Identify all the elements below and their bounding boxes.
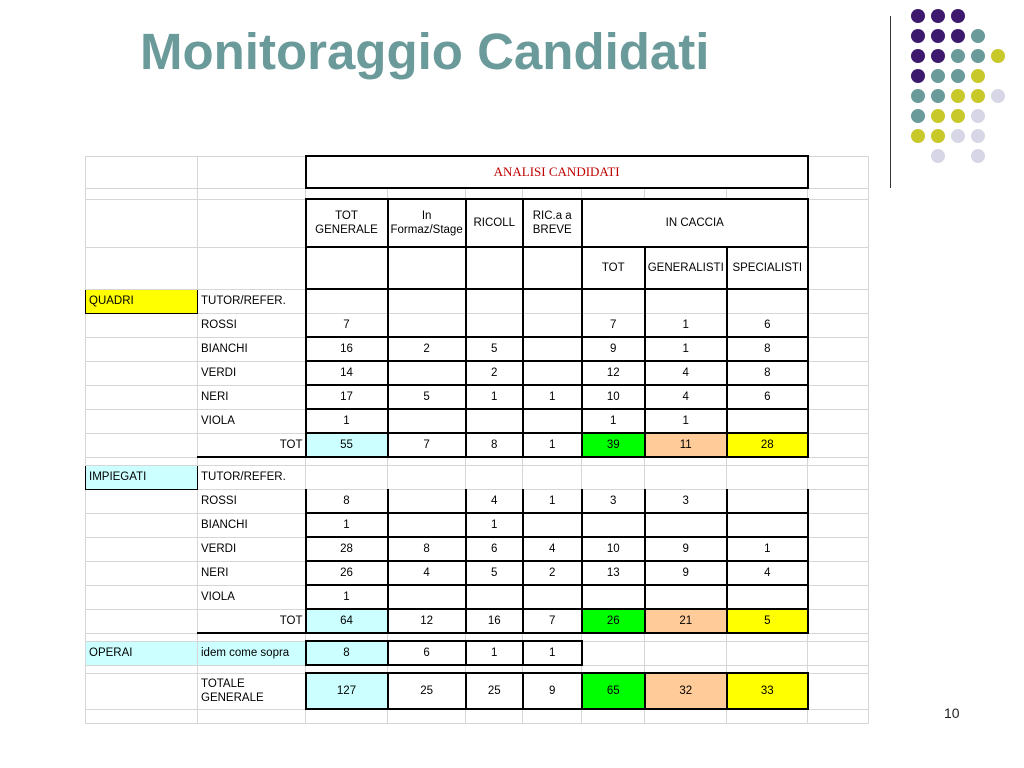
value-cell: 2 <box>466 361 523 385</box>
total-cell: 5 <box>727 609 808 633</box>
grand-total-cell: 127 <box>306 673 388 709</box>
value-cell: 1 <box>645 409 727 433</box>
decorative-dot <box>911 9 925 23</box>
value-cell <box>388 313 466 337</box>
grand-total-cell: 65 <box>582 673 645 709</box>
operai-cell: 1 <box>466 641 523 665</box>
decorative-dot <box>971 109 985 123</box>
total-cell: 55 <box>306 433 388 457</box>
table-row <box>86 337 869 361</box>
value-cell <box>727 409 808 433</box>
value-cell: 8 <box>727 337 808 361</box>
tutor-name: VIOLA <box>198 585 306 609</box>
value-cell <box>388 409 466 433</box>
value-cell <box>466 585 523 609</box>
table-row <box>86 537 869 561</box>
page-title: Monitoraggio Candidati <box>140 23 710 80</box>
value-cell: 1 <box>306 585 388 609</box>
value-cell: 12 <box>582 361 645 385</box>
value-cell <box>523 361 582 385</box>
value-cell: 4 <box>388 561 466 585</box>
operai-cell: 1 <box>523 641 582 665</box>
value-cell <box>523 313 582 337</box>
value-cell: 6 <box>727 385 808 409</box>
value-cell: 4 <box>466 489 523 513</box>
decorative-dot <box>951 109 965 123</box>
section-label-operai: OPERAI <box>86 641 198 665</box>
decorative-dot <box>951 89 965 103</box>
header-tot-generale: TOT GENERALE <box>306 199 388 247</box>
value-cell <box>466 313 523 337</box>
table-row <box>86 513 869 537</box>
total-cell: 8 <box>466 433 523 457</box>
decorative-dot <box>911 49 925 63</box>
value-cell: 1 <box>466 385 523 409</box>
value-cell <box>582 585 645 609</box>
decorative-dot <box>971 149 985 163</box>
value-cell: 16 <box>306 337 388 361</box>
value-cell: 2 <box>523 561 582 585</box>
grand-total-cell: 25 <box>466 673 523 709</box>
value-cell: 28 <box>306 537 388 561</box>
value-cell <box>523 337 582 361</box>
decorative-dot <box>971 29 985 43</box>
total-cell: 7 <box>523 609 582 633</box>
table-row <box>86 409 869 433</box>
value-cell: 1 <box>306 409 388 433</box>
value-cell: 1 <box>466 513 523 537</box>
total-cell: 11 <box>645 433 727 457</box>
decorative-dot <box>931 149 945 163</box>
value-cell <box>523 585 582 609</box>
decorative-dot <box>931 89 945 103</box>
value-cell: 7 <box>306 313 388 337</box>
value-cell: 9 <box>645 561 727 585</box>
value-cell: 14 <box>306 361 388 385</box>
tutor-name: VERDI <box>198 537 306 561</box>
total-cell: 7 <box>388 433 466 457</box>
decorative-dot <box>931 9 945 23</box>
decorative-dot <box>911 29 925 43</box>
decorative-dot <box>911 69 925 83</box>
decorative-dot <box>931 49 945 63</box>
value-cell <box>388 513 466 537</box>
value-cell: 2 <box>388 337 466 361</box>
value-cell: 1 <box>523 385 582 409</box>
value-cell: 7 <box>582 313 645 337</box>
tutor-name: NERI <box>198 385 306 409</box>
operai-cell: 8 <box>306 641 388 665</box>
total-cell: 16 <box>466 609 523 633</box>
decorative-dot <box>971 89 985 103</box>
total-label: TOT <box>198 433 306 457</box>
divider-line <box>890 16 891 188</box>
tutor-name: ROSSI <box>198 489 306 513</box>
value-cell: 4 <box>727 561 808 585</box>
grand-total-cell: 9 <box>523 673 582 709</box>
value-cell <box>388 585 466 609</box>
tutor-name: NERI <box>198 561 306 585</box>
value-cell: 9 <box>582 337 645 361</box>
total-cell: 39 <box>582 433 645 457</box>
value-cell: 8 <box>388 537 466 561</box>
value-cell <box>645 585 727 609</box>
value-cell: 5 <box>466 337 523 361</box>
header-generalisti: GENERALISTI <box>645 247 727 289</box>
decorative-dot <box>991 89 1005 103</box>
section-label-impiegati: IMPIEGATI <box>86 465 198 489</box>
decorative-dot <box>971 69 985 83</box>
value-cell <box>388 489 466 513</box>
value-cell: 10 <box>582 537 645 561</box>
value-cell: 6 <box>466 537 523 561</box>
table-row <box>86 561 869 585</box>
table-row <box>86 313 869 337</box>
decorative-dot <box>951 29 965 43</box>
total-cell: 64 <box>306 609 388 633</box>
value-cell: 1 <box>582 409 645 433</box>
value-cell <box>727 489 808 513</box>
value-cell: 10 <box>582 385 645 409</box>
value-cell <box>645 513 727 537</box>
decorative-dot <box>911 109 925 123</box>
grand-total-cell: 33 <box>727 673 808 709</box>
candidate-analysis-table <box>85 155 869 724</box>
table-row <box>86 489 869 513</box>
value-cell <box>582 513 645 537</box>
value-cell: 3 <box>645 489 727 513</box>
total-cell: 12 <box>388 609 466 633</box>
total-cell: 26 <box>582 609 645 633</box>
header-ricoll: RICOLL <box>466 199 523 247</box>
table-banner: ANALISI CANDIDATI <box>306 156 808 188</box>
value-cell: 1 <box>645 337 727 361</box>
grand-total-cell: 25 <box>388 673 466 709</box>
value-cell: 1 <box>306 513 388 537</box>
header-specialisti: SPECIALISTI <box>727 247 808 289</box>
value-cell: 4 <box>523 537 582 561</box>
value-cell: 8 <box>306 489 388 513</box>
tutor-name: ROSSI <box>198 313 306 337</box>
table-row <box>86 361 869 385</box>
decorative-dot <box>951 9 965 23</box>
value-cell: 8 <box>727 361 808 385</box>
value-cell: 13 <box>582 561 645 585</box>
header-tot: TOT <box>582 247 645 289</box>
tutor-label: TUTOR/REFER. <box>198 465 306 489</box>
tutor-name: VIOLA <box>198 409 306 433</box>
decorative-dot <box>931 109 945 123</box>
value-cell: 26 <box>306 561 388 585</box>
value-cell: 4 <box>645 361 727 385</box>
value-cell: 4 <box>645 385 727 409</box>
header-ric-breve: RIC.a a BREVE <box>523 199 582 247</box>
total-label: TOT <box>198 609 306 633</box>
value-cell: 3 <box>582 489 645 513</box>
table-row <box>86 585 869 609</box>
header-in-formaz: In Formaz/Stage <box>388 199 466 247</box>
table-row <box>86 385 869 409</box>
tutor-name: BIANCHI <box>198 513 306 537</box>
decorative-dot <box>931 129 945 143</box>
decorative-dot <box>971 49 985 63</box>
page-number: 10 <box>944 705 960 721</box>
decorative-dot <box>951 49 965 63</box>
tutor-name: BIANCHI <box>198 337 306 361</box>
total-cell: 21 <box>645 609 727 633</box>
tutor-label: TUTOR/REFER. <box>198 289 306 313</box>
decorative-dot <box>911 129 925 143</box>
decorative-dot <box>911 89 925 103</box>
decorative-dot <box>971 129 985 143</box>
operai-cell: 6 <box>388 641 466 665</box>
operai-note: idem come sopra <box>198 641 306 665</box>
decorative-dot <box>931 69 945 83</box>
value-cell: 5 <box>466 561 523 585</box>
value-cell: 17 <box>306 385 388 409</box>
grand-total-label: TOTALE GENERALE <box>198 673 306 709</box>
value-cell: 1 <box>727 537 808 561</box>
total-cell: 28 <box>727 433 808 457</box>
value-cell <box>523 409 582 433</box>
decorative-dot <box>931 29 945 43</box>
value-cell: 5 <box>388 385 466 409</box>
value-cell <box>727 585 808 609</box>
grand-total-cell: 32 <box>645 673 727 709</box>
decorative-dot <box>991 49 1005 63</box>
value-cell <box>727 513 808 537</box>
total-cell: 1 <box>523 433 582 457</box>
section-label-quadri: QUADRI <box>86 289 198 313</box>
value-cell: 6 <box>727 313 808 337</box>
value-cell: 1 <box>645 313 727 337</box>
value-cell <box>388 361 466 385</box>
value-cell <box>523 513 582 537</box>
decorative-dot <box>951 69 965 83</box>
value-cell: 1 <box>523 489 582 513</box>
tutor-name: VERDI <box>198 361 306 385</box>
header-in-caccia: IN CACCIA <box>582 199 808 247</box>
decorative-dot <box>951 129 965 143</box>
value-cell <box>466 409 523 433</box>
value-cell: 9 <box>645 537 727 561</box>
